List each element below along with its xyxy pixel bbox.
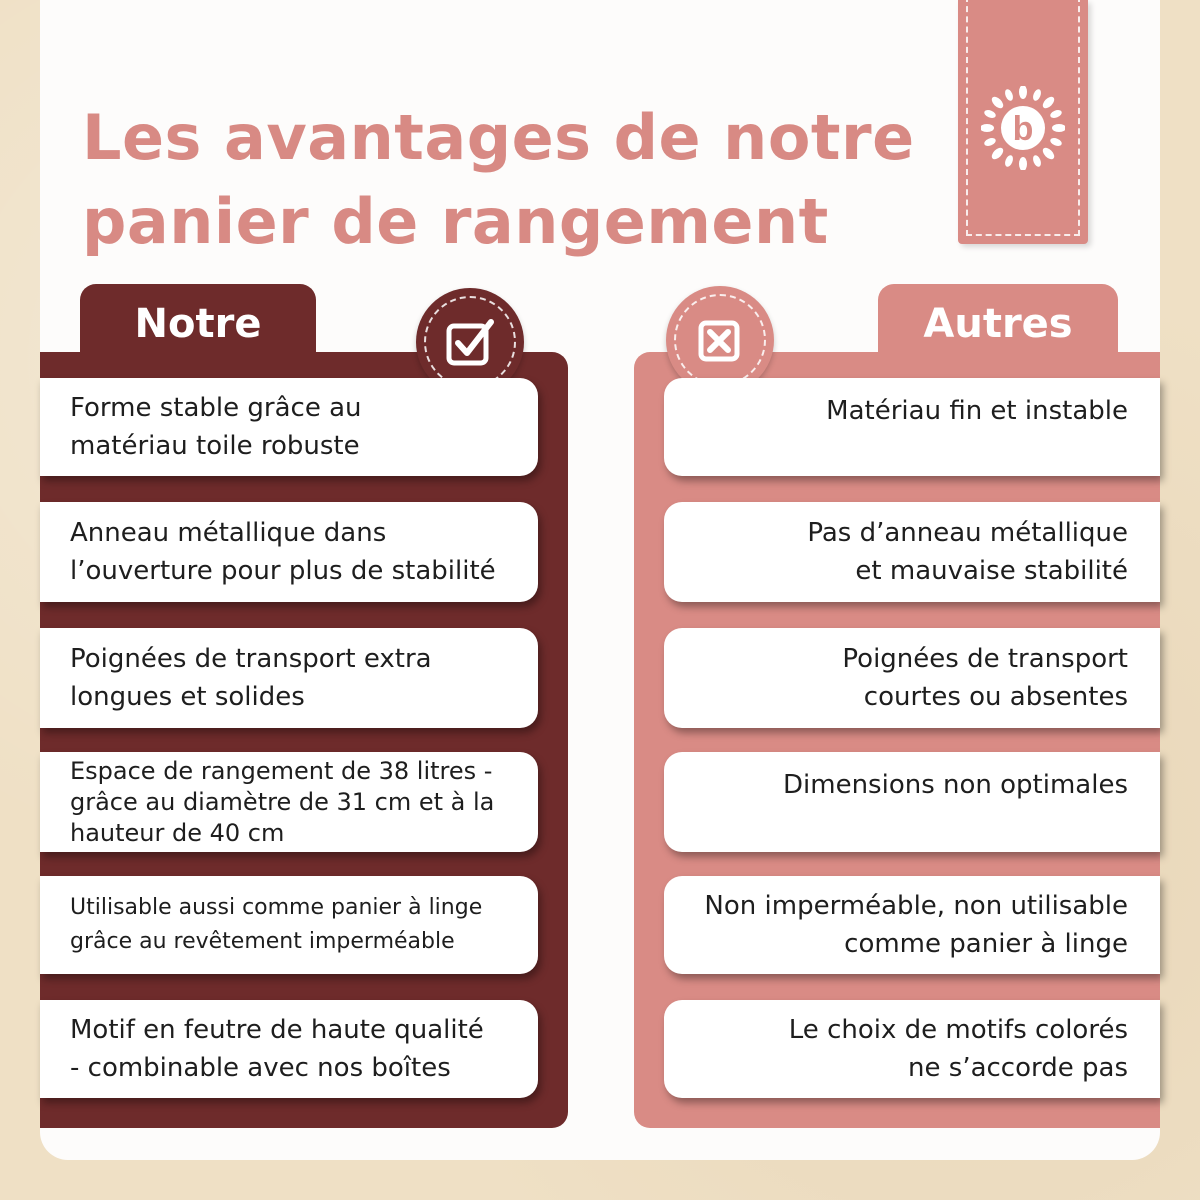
checkbox-crossed-icon [695,315,745,365]
list-item-others: Pas d’anneau métallique et mauvaise stabilité [664,502,1160,602]
list-item-others: Dimensions non optimales [664,752,1160,852]
column-header-ours: Notre [80,284,316,364]
list-item-others: Non imperméable, non utilisable comme panier à linge [664,876,1160,974]
list-item-ours: Utilisable aussi comme panier à linge grâce au revêtement imperméable [40,876,538,974]
list-item-ours: Poignées de transport extra longues et solides [40,628,538,728]
list-item-ours: Anneau métallique dans l’ouverture pour plus de stabilité [40,502,538,602]
svg-text:b: b [1012,110,1034,148]
list-item-ours: Espace de rangement de 38 litres - grâce au diamètre de 31 cm et à la hauteur de 40 cm [40,752,538,852]
list-item-others: Matériau fin et instable [664,378,1160,476]
page-title: Les avantages de notre panier de rangement [82,101,915,258]
column-header-others: Autres [878,284,1118,364]
list-item-ours: Forme stable grâce au matériau toile robuste [40,378,538,476]
brand-logo-icon [981,86,1065,170]
list-item-ours: Motif en feutre de haute qualité - combinable avec nos boîtes [40,1000,538,1098]
brand-bookmark [958,0,1088,244]
list-item-others: Poignées de transport courtes ou absentes [664,628,1160,728]
list-item-others: Le choix de motifs colorés ne s’accorde pas [664,1000,1160,1098]
checkbox-checked-icon [445,317,495,367]
